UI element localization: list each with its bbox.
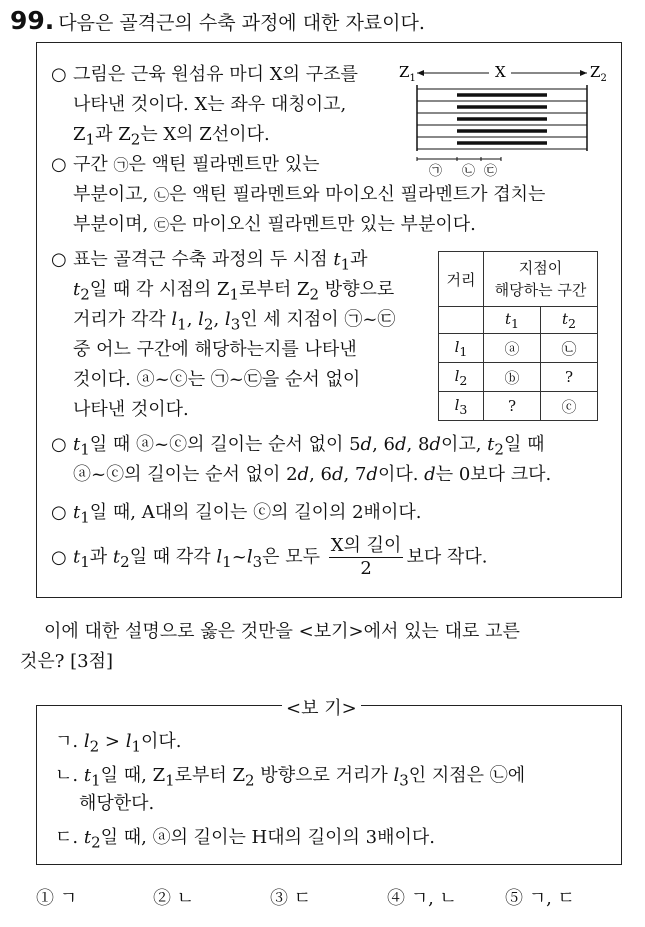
- x-label: X: [495, 63, 506, 81]
- table-header-distance: 거리: [439, 252, 484, 307]
- bullet-6: ○ $t_1$과 $t_2$일 때 각각 $l_1\sim l_3$은 모두 $\frac{\text{X의 길이}}{2}$ 보다 작다.: [51, 535, 488, 579]
- distance-table: [438, 251, 598, 421]
- z1-label: $Z_1$: [399, 63, 416, 84]
- table-header-segment: 지점이 해당하는 구간: [484, 252, 598, 307]
- question-header: [10, 6, 425, 35]
- table-col-t1: $t_1$: [484, 307, 541, 334]
- bullet-2-line-3: 부분이며, ㉢은 마이오신 필라멘트만 있는 부분이다.: [73, 214, 476, 235]
- choice-1[interactable]: ① ㄱ: [36, 888, 78, 909]
- bogi-box: [36, 705, 622, 865]
- segment-2-label: ㉡: [462, 164, 476, 177]
- bullet-4-line-1: ○ $t_1$일 때 ⓐ~ⓒ의 길이는 순서 없이 5d, 6d, 8d이고, $t_2$일 때: [51, 434, 545, 459]
- bullet-4-line-2: ⓐ~ⓒ의 길이는 순서 없이 2d, 6d, 7d이다. d는 0보다 크다.: [73, 464, 552, 485]
- bogi-item-a: ㄱ. $l_2 > l_1$이다.: [55, 731, 182, 756]
- bullet-3-line-5: 것이다. ⓐ~ⓒ는 ㉠~㉢을 순서 없이: [73, 369, 361, 390]
- choice-4[interactable]: ④ ㄱ, ㄴ: [387, 888, 457, 909]
- prompt-line-1: 이에 대한 설명으로 옳은 것만을 <보기>에서 있는 대로 고른: [44, 621, 520, 642]
- table-row: $l_2$ ⓑ ?: [439, 363, 598, 392]
- bullet-2-line-2: 부분이고, ㉡은 액틴 필라멘트와 마이오신 필라멘트가 겹치는: [73, 184, 546, 205]
- question-number: 99.: [10, 6, 55, 35]
- choice-3[interactable]: ③ ㄷ: [270, 888, 312, 909]
- table-col-t2: $t_2$: [541, 307, 598, 334]
- bullet-3-line-4: 중 어느 구간에 해당하는지를 나타낸: [73, 339, 357, 360]
- bullet-1-line-3: $Z_1$과 $Z_2$는 X의 Z선이다.: [73, 124, 270, 149]
- question-stem: 다음은 골격근의 수축 과정에 대한 자료이다.: [58, 12, 425, 34]
- bullet-5: ○ $t_1$일 때, A대의 길이는 ⓒ의 길이의 2배이다.: [51, 502, 422, 527]
- z2-label: $Z_2$: [590, 63, 607, 84]
- bogi-item-b-line-2: 해당한다.: [79, 793, 155, 814]
- myosin-filaments: [457, 95, 547, 143]
- segment-3-label: ㉢: [484, 164, 498, 177]
- bullet-3-line-6: 나타낸 것이다.: [73, 399, 189, 420]
- bullet-1-line-2: 나타낸 것이다. X는 좌우 대칭이고,: [73, 94, 347, 115]
- bullet-1-line-1: ○ 그림은 근육 원섬유 마디 X의 구조를: [51, 64, 358, 85]
- data-box: [36, 42, 622, 598]
- bullet-3-line-2: $t_2$일 때 각 시점의 $Z_1$로부터 $Z_2$ 방향으로: [73, 279, 395, 304]
- segment-1-label: ㉠: [429, 164, 443, 177]
- choice-5[interactable]: ⑤ ㄱ, ㄷ: [505, 888, 575, 909]
- bullet-3-line-1: ○ 표는 골격근 수축 과정의 두 시점 $t_1$과: [51, 249, 368, 274]
- fraction-half-x: $\frac{\text{X의 길이}}{2}$: [330, 535, 402, 579]
- bogi-item-b: ㄴ. $t_1$일 때, $Z_1$로부터 $Z_2$ 방향으로 거리가 $l_3$인 지점은 ㉡에: [55, 765, 526, 790]
- table-row: $l_1$ ⓐ ㉡: [439, 334, 598, 363]
- table-row: $l_3$ ? ⓒ: [439, 392, 598, 421]
- bogi-item-c: ㄷ. $t_2$일 때, ⓐ의 길이는 H대의 길이의 3배이다.: [55, 827, 435, 852]
- bogi-title: <보 기>: [282, 694, 361, 720]
- prompt-line-2: 것은? [3점]: [20, 651, 114, 672]
- sarcomere-figure: [389, 57, 619, 177]
- bullet-3-line-3: 거리가 각각 $l_1$, $l_2$, $l_3$인 세 지점이 ㉠~㉢: [73, 309, 396, 334]
- bullet-2-line-1: ○ 구간 ㉠은 액틴 필라멘트만 있는: [51, 154, 320, 175]
- choice-2[interactable]: ② ㄴ: [153, 888, 195, 909]
